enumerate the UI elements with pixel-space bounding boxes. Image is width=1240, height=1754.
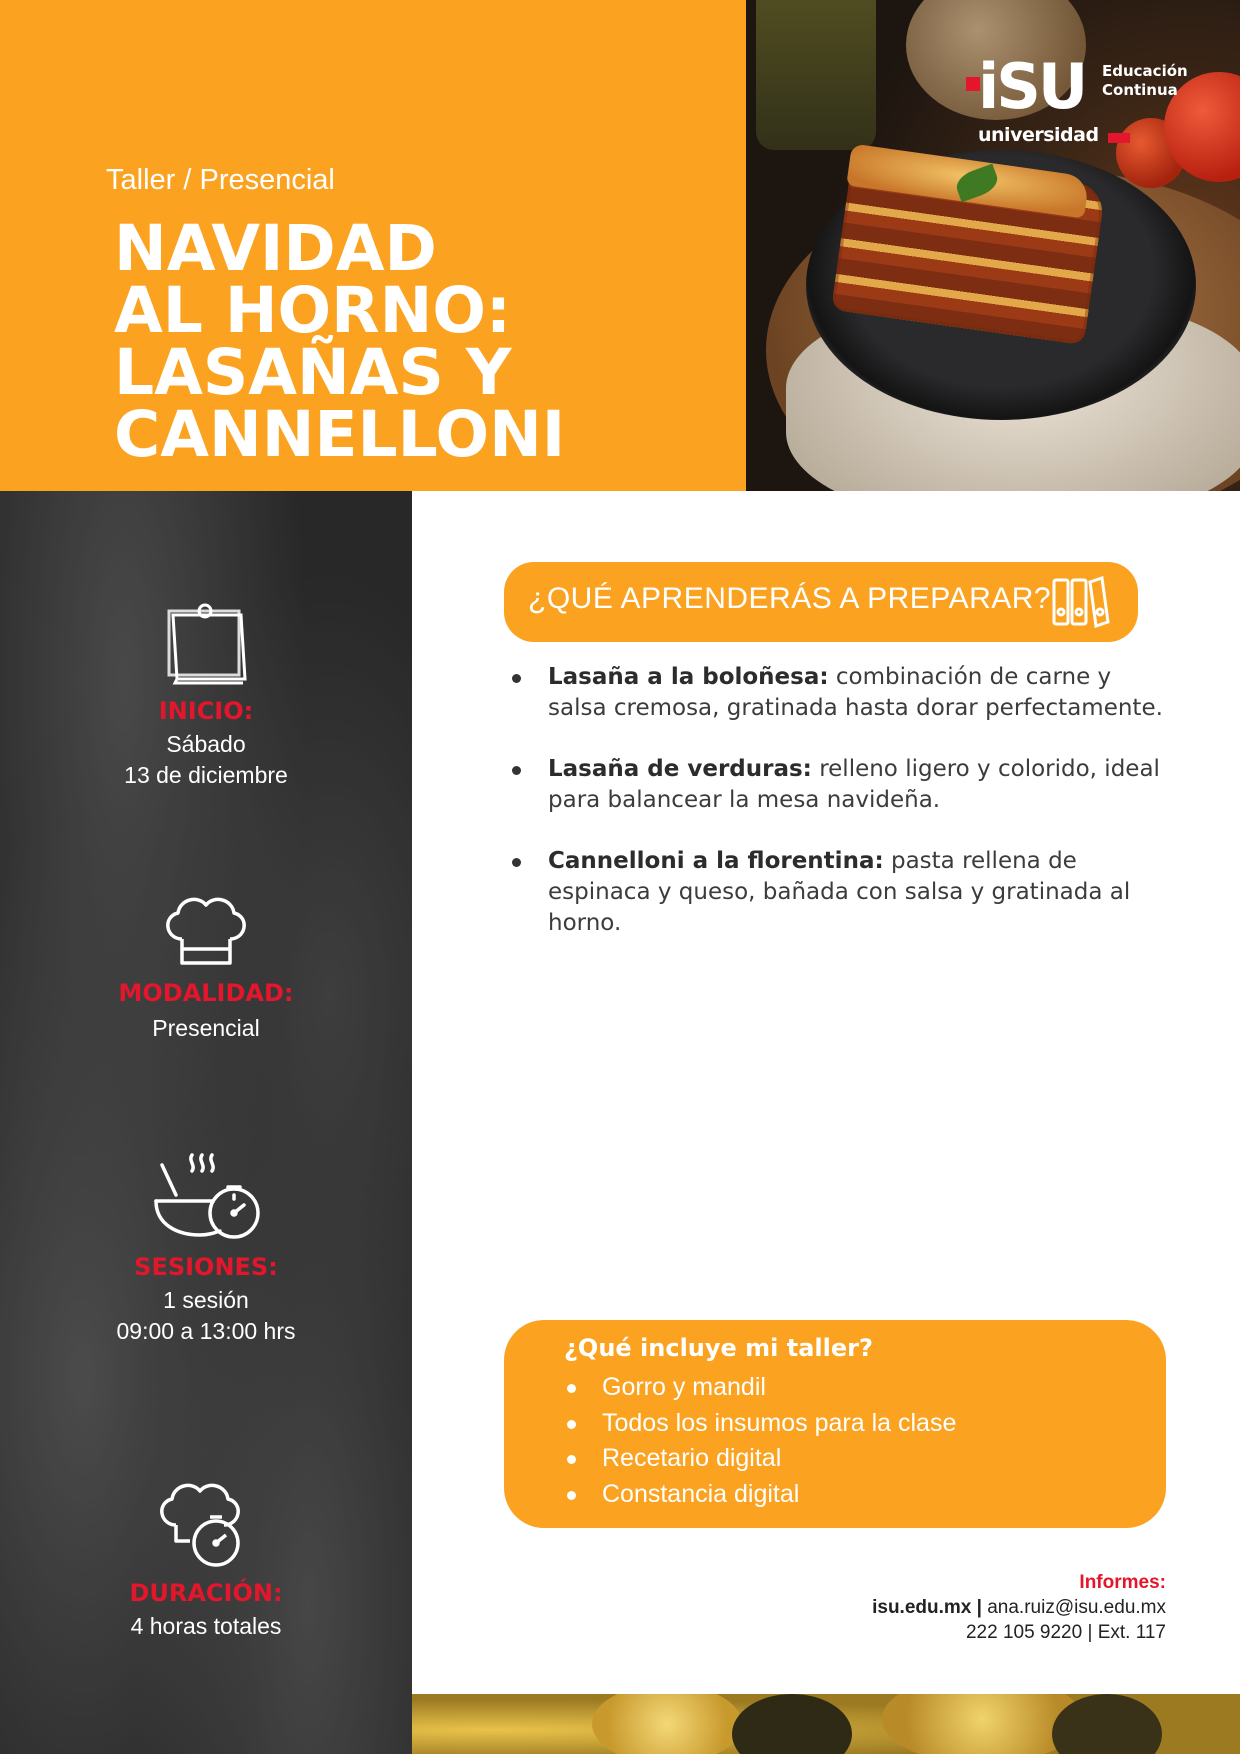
subtitle: Taller / Presencial <box>106 164 335 196</box>
logo-sub: universidad <box>978 124 1099 146</box>
list-item <box>508 846 1168 939</box>
isu-logo <box>966 50 1206 146</box>
page-title <box>114 212 724 471</box>
contact-email[interactable]: ana.ruiz@isu.edu.mx <box>987 1597 1166 1618</box>
list-item <box>508 754 1168 816</box>
title-line: LASAÑAS Y <box>114 336 512 409</box>
inicio-day: Sábado <box>166 731 246 757</box>
pan-timer-icon <box>148 1151 264 1245</box>
chef-hat-icon <box>160 893 252 969</box>
item-title: Lasaña de verduras: <box>548 756 812 782</box>
sesiones-count: 1 sesión <box>163 1287 249 1313</box>
binders-icon <box>1050 576 1110 628</box>
modalidad-value: Presencial <box>152 1015 260 1041</box>
header <box>0 0 1240 491</box>
title-line: AL HORNO: <box>114 274 512 347</box>
info-modalidad <box>0 893 412 1044</box>
chef-hat-timer-icon <box>156 1477 256 1569</box>
includes-heading: ¿Qué incluye mi taller? <box>564 1334 873 1362</box>
item-desc: pasta rellena de espinaca y queso, bañada con salsa y gratinada al horno. <box>548 848 1131 936</box>
item-title: Lasaña a la boloñesa: <box>548 664 829 690</box>
info-sidebar <box>0 491 412 1754</box>
logo-word: iSU <box>978 50 1086 123</box>
item-desc: relleno ligero y colorido, ideal para balancear la mesa navideña. <box>548 756 1160 813</box>
info-duracion <box>0 1477 412 1642</box>
contact-label: Informes: <box>1079 1572 1166 1593</box>
learn-list <box>508 662 1168 969</box>
duracion-label: DURACIÓN: <box>129 1579 283 1607</box>
list-item: Gorro y mandil <box>564 1370 956 1406</box>
bottom-food-photo <box>412 1694 1240 1754</box>
info-sesiones <box>0 1151 412 1347</box>
item-desc: combinación de carne y salsa cremosa, gratinada hasta dorar perfectamente. <box>548 664 1163 721</box>
list-item: Constancia digital <box>564 1477 956 1513</box>
modalidad-label: MODALIDAD: <box>118 979 294 1007</box>
contact-phone: 222 105 9220 | Ext. 117 <box>965 1622 1166 1643</box>
duracion-value: 4 horas totales <box>130 1613 282 1639</box>
title-line: CANNELLONI <box>114 398 566 471</box>
sesiones-label: SESIONES: <box>134 1253 278 1281</box>
learn-heading: ¿QUÉ APRENDERÁS A PREPARAR? <box>528 582 1052 615</box>
inicio-label: INICIO: <box>158 697 254 725</box>
sesiones-time: 09:00 a 13:00 hrs <box>116 1318 296 1344</box>
inicio-date: 13 de diciembre <box>124 762 288 788</box>
contact-separator: | <box>971 1597 988 1618</box>
contact-site[interactable]: isu.edu.mx <box>872 1597 972 1618</box>
learn-heading-pill <box>504 562 1138 642</box>
contact-block <box>872 1570 1166 1645</box>
title-line: NAVIDAD <box>114 212 437 285</box>
logo-tag: Educación Continua <box>1102 62 1188 99</box>
calendar-icon <box>161 603 251 687</box>
info-inicio <box>0 603 412 791</box>
includes-list <box>564 1370 956 1512</box>
list-item: Todos los insumos para la clase <box>564 1406 956 1442</box>
includes-box <box>504 1320 1166 1528</box>
item-title: Cannelloni a la florentina: <box>548 848 884 874</box>
list-item: Recetario digital <box>564 1441 956 1477</box>
list-item <box>508 662 1168 724</box>
